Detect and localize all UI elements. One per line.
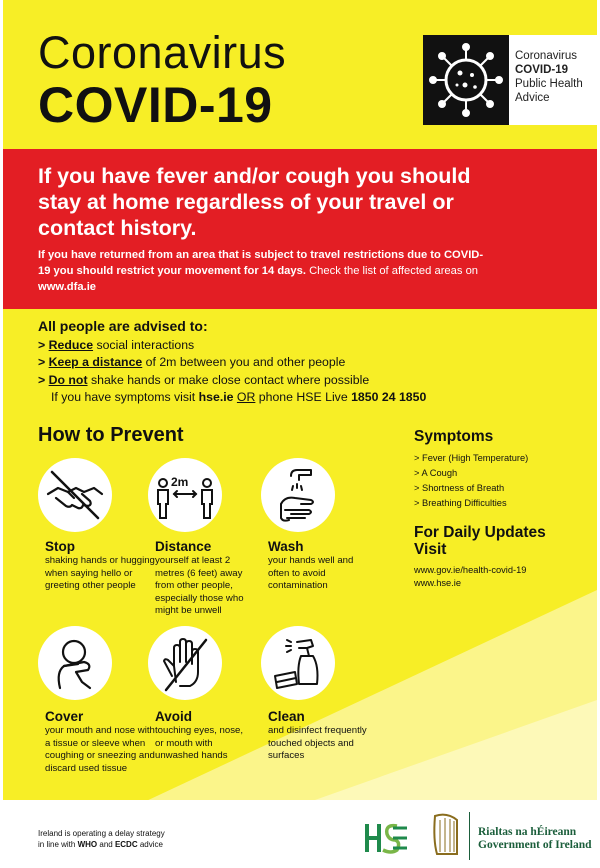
note-post: advice bbox=[137, 840, 163, 849]
bullet: > bbox=[38, 337, 46, 352]
hse-logo-icon bbox=[363, 818, 409, 858]
public-health-logo bbox=[423, 35, 597, 125]
alert-headline: If you have fever and/or cough you should stay at home regardless of your travel or contact history. bbox=[38, 164, 471, 240]
logo-line: Public Health bbox=[515, 78, 583, 90]
note-pre: in line with bbox=[38, 840, 78, 849]
contact-mid: phone HSE Live bbox=[255, 390, 352, 404]
gov-link[interactable]: www.gov.ie/health-covid-19 bbox=[414, 565, 527, 575]
poster bbox=[3, 0, 597, 868]
harp-icon bbox=[429, 810, 463, 860]
logo-text bbox=[515, 49, 583, 105]
card-title-clean: Clean bbox=[268, 709, 305, 724]
daily-updates-heading: For Daily Updates Visit bbox=[414, 524, 546, 558]
list-item: > Breathing Difficulties bbox=[414, 498, 507, 508]
list-item: > Shortness of Breath bbox=[414, 483, 505, 493]
hse-link[interactable]: hse.ie bbox=[198, 390, 234, 404]
cleaning-spray-icon bbox=[261, 626, 335, 700]
symptoms-panel bbox=[414, 428, 528, 511]
wash-hands-icon bbox=[261, 458, 335, 532]
advice-heading: All people are advised to: bbox=[38, 318, 208, 334]
list-item bbox=[38, 354, 426, 372]
government-of-ireland-logo bbox=[478, 826, 592, 852]
note-ecdc: ECDC bbox=[114, 840, 138, 849]
bullet: > bbox=[38, 372, 46, 387]
delay-strategy-note bbox=[38, 828, 165, 850]
hse-site-link[interactable]: www.hse.ie bbox=[414, 578, 462, 588]
advice-key: Do not bbox=[48, 372, 88, 387]
how-to-prevent-heading: How to Prevent bbox=[38, 424, 184, 446]
card-text-stop: shaking hands or hugging when saying hello or greeting other people bbox=[45, 555, 155, 591]
list-item bbox=[38, 372, 426, 390]
divider bbox=[469, 812, 470, 860]
note-and: and bbox=[97, 840, 115, 849]
advice-rest: of 2m between you and other people bbox=[142, 355, 346, 369]
advice-section bbox=[38, 318, 426, 407]
distance-icon bbox=[148, 458, 222, 532]
symptoms-heading: Symptoms bbox=[414, 428, 494, 445]
gov-line-english: Government of Ireland bbox=[478, 839, 592, 851]
list-item bbox=[38, 337, 426, 355]
footer bbox=[3, 800, 597, 868]
dfa-link[interactable]: www.dfa.ie bbox=[38, 281, 97, 293]
card-text-cover: your mouth and nose with a tissue or sleeve when coughing or sneezing and discard used tissue bbox=[45, 725, 155, 774]
card-text-clean: and disinfect frequently touched objects and surfaces bbox=[268, 725, 367, 761]
note-line: Ireland is operating a delay strategy bbox=[38, 829, 165, 838]
bullet: > bbox=[38, 355, 46, 369]
cough-cover-icon bbox=[38, 626, 112, 700]
card-title-distance: Distance bbox=[155, 539, 212, 554]
card-title-wash: Wash bbox=[268, 539, 304, 554]
contact-or: OR bbox=[236, 390, 256, 404]
advice-key: Reduce bbox=[48, 337, 94, 352]
alert-body-normal: Check the list of affected areas on bbox=[305, 265, 479, 277]
card-title-stop: Stop bbox=[45, 539, 75, 554]
gov-line-irish: Rialtas na hÉireann bbox=[478, 826, 577, 838]
card-title-avoid: Avoid bbox=[155, 709, 192, 724]
card-text-wash: your hands well and often to avoid contamination bbox=[268, 555, 354, 591]
logo-line-bold: COVID-19 bbox=[515, 64, 569, 76]
logo-line: Coronavirus bbox=[515, 50, 577, 62]
list-item: > Fever (High Temperature) bbox=[414, 453, 529, 463]
advice-key: Keep a distance bbox=[48, 355, 143, 369]
page-title-line1: Coronavirus bbox=[38, 27, 287, 78]
card-text-avoid: touching eyes, nose, or mouth with unwashed hands bbox=[155, 725, 244, 761]
virus-icon bbox=[423, 35, 509, 125]
handshake-icon bbox=[38, 458, 112, 532]
note-who: WHO bbox=[77, 840, 98, 849]
no-touch-hand-icon bbox=[148, 626, 222, 700]
contact-pre: If you have symptoms visit bbox=[51, 390, 199, 404]
alert-body-bold: If you have returned from an area that is subject to travel restrictions due to COVID-19 you should restrict your movement for 14 days. bbox=[38, 249, 484, 277]
alert-body bbox=[38, 247, 493, 295]
distance-badge: 2m bbox=[171, 475, 189, 489]
list-item: > A Cough bbox=[414, 468, 458, 478]
daily-updates-panel bbox=[414, 524, 574, 590]
page-title-line2: COVID-19 bbox=[38, 77, 273, 133]
card-title-cover: Cover bbox=[45, 709, 84, 724]
advice-rest: shake hands or make close contact where possible bbox=[87, 372, 370, 387]
advice-rest: social interactions bbox=[93, 337, 195, 352]
hse-live-phone[interactable]: 1850 24 1850 bbox=[351, 390, 427, 404]
card-text-distance: yourself at least 2 metres (6 feet) away from other people, especially those who might be unwell bbox=[155, 555, 244, 616]
note-line bbox=[38, 839, 165, 850]
alert-banner bbox=[3, 149, 597, 309]
symptoms-contact-line bbox=[38, 389, 426, 407]
logo-line: Advice bbox=[515, 92, 550, 104]
